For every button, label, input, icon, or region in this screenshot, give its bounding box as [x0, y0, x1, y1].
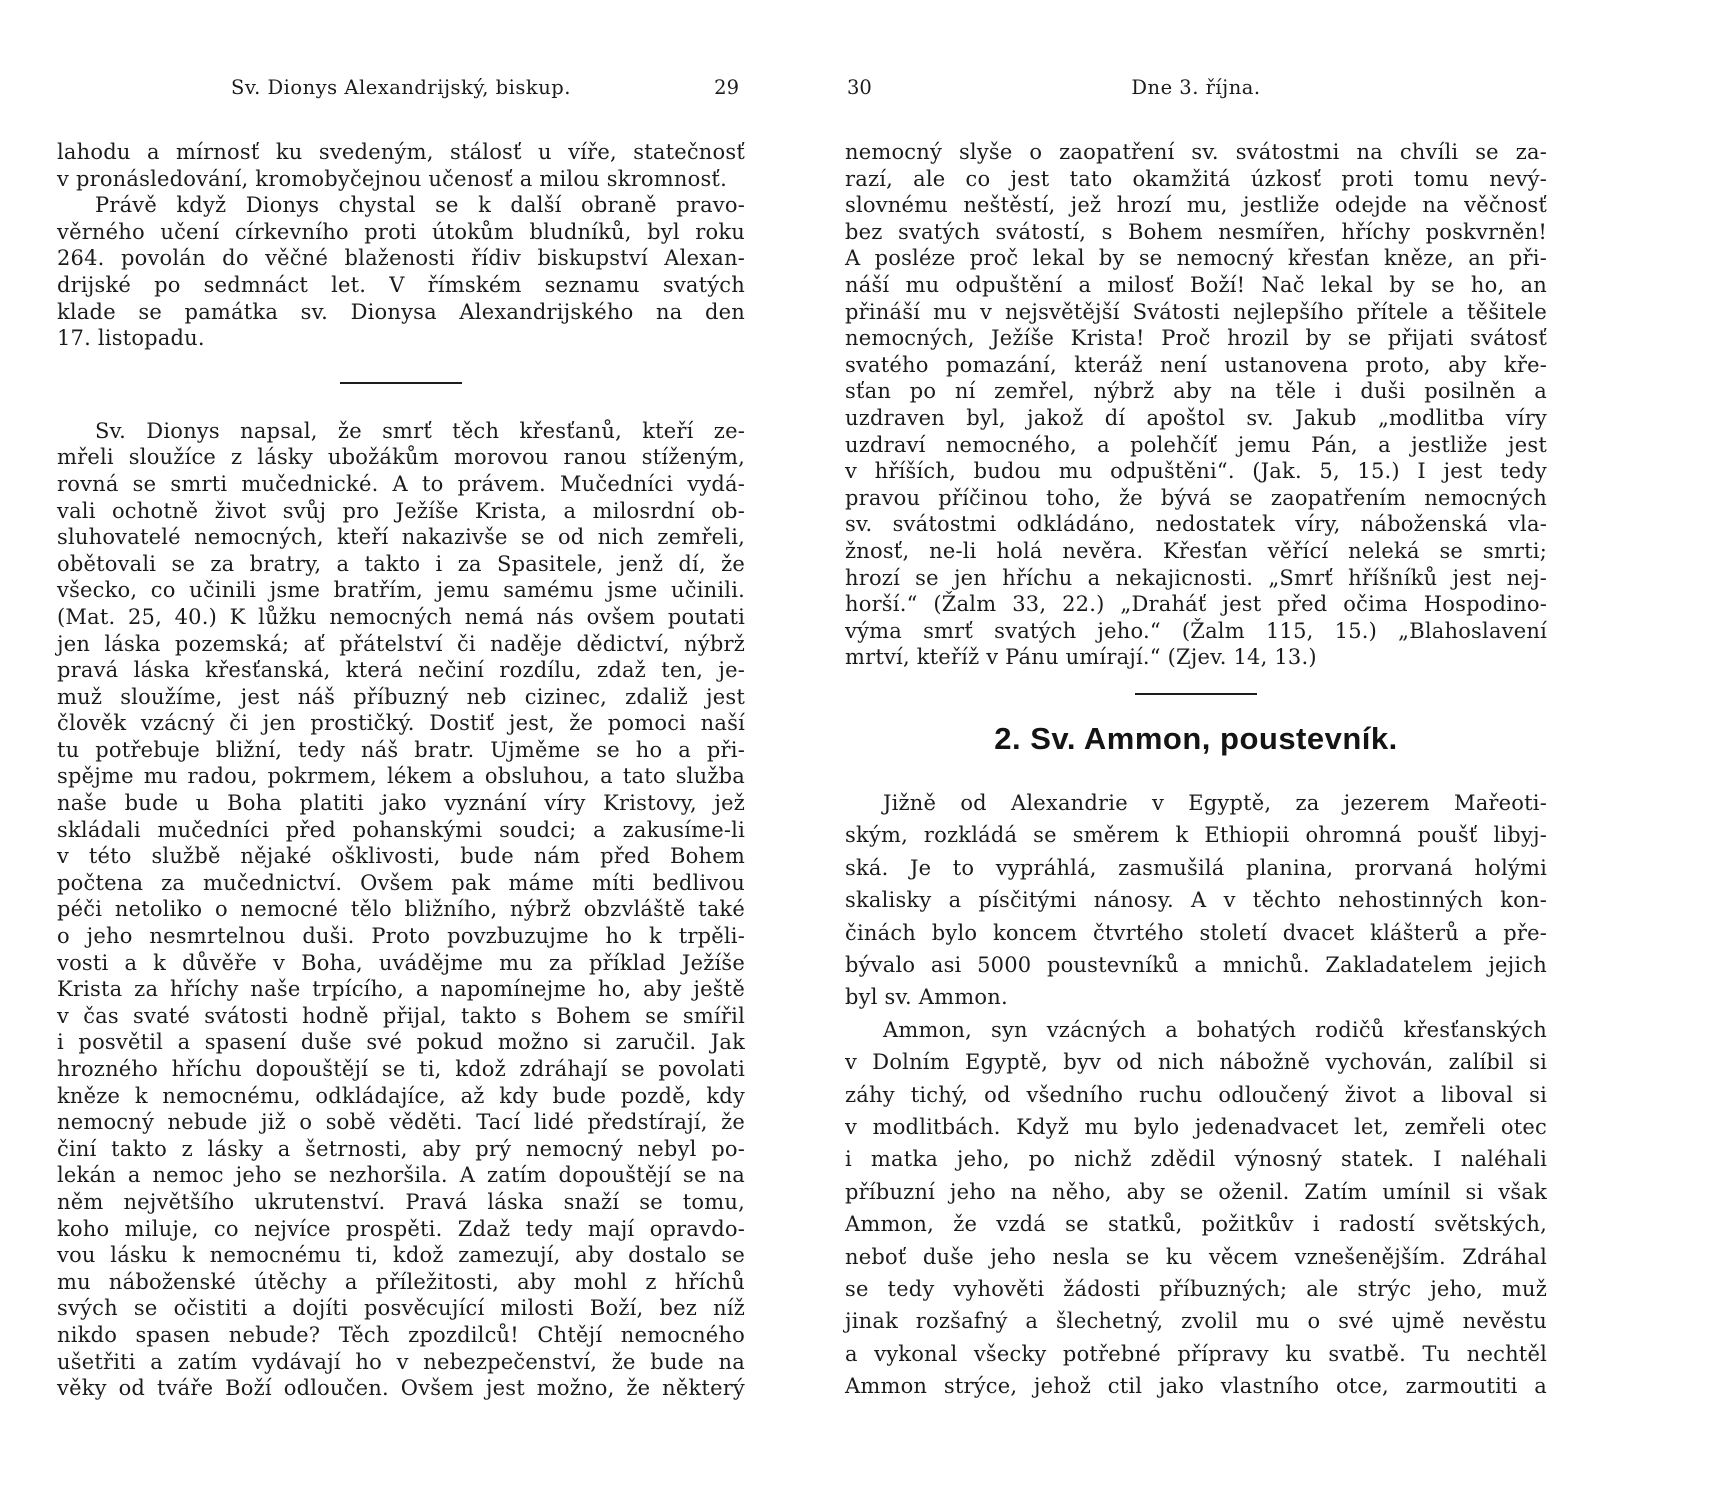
chapter-heading: 2. Sv. Ammon, poustevník. [994, 720, 1398, 756]
right-page [845, 76, 1547, 1403]
text-line: tu potřebuje bližní, tedy náš bratr. Ujměme se ho a při- [57, 737, 745, 762]
text-line: Jižně od Alexandrie v Egyptě, za jezerem Mařeoti- [883, 790, 1547, 815]
text-line: kněze k nemocnému, odkládajíce, až kdy bude pozdě, kdy [57, 1083, 745, 1108]
text-line: činách bylo koncem čtvrtého století dvacet klášterů a pře- [845, 920, 1547, 945]
text-line: bez svatých svátostí, s Bohem nesmířen, hříchy poskvrněn! [845, 219, 1547, 244]
text-line: v modlitbách. Když mu bylo jedenadvacet let, zemřeli otec [845, 1114, 1547, 1139]
text-line: žnosť, ne-li holá nevěra. Křesťan věřící neleká se smrti; [845, 538, 1547, 563]
text-line: svatého pomazání, kteráž není ustanovena proto, aby kře- [845, 352, 1547, 377]
paragraph [57, 139, 745, 192]
text-line: nemocný nebude již o sobě věděti. Tací lidé předstírají, že [57, 1110, 745, 1135]
left-running-header [57, 76, 745, 104]
text-line: uzdraven byl, jakož dí apoštol sv. Jakub „modlitba víry [845, 405, 1547, 430]
right-running-title: Dne 3. října. [1131, 76, 1261, 99]
text-line: bývalo asi 5000 poustevníků a mnichů. Zakladatelem jejich [845, 952, 1547, 977]
text-line: ušetřiti a zatím vydávají ho v nebezpečenství, že bude na [57, 1349, 745, 1374]
text-line: vosti a k důvěře v Boha, uvádějme mu za příklad Ježíše [57, 950, 745, 975]
section-divider [845, 693, 1547, 695]
text-line: slovnému neštěstí, jež hrozí mu, jestliže odejde na věčnosť [845, 193, 1547, 218]
text-line: ská. Je to vypráhlá, zasmušilá planina, prorvaná holými [845, 855, 1547, 880]
text-line: (Mat. 25, 40.) K lůžku nemocných nemá nás ovšem poutati [57, 604, 745, 629]
text-line: Sv. Dionys napsal, že smrť těch křesťanů, kteří ze- [95, 418, 745, 443]
text-line: sluhovatelé nemocných, kteří nakazivše se od nich zemřeli, [57, 525, 745, 550]
paragraph [845, 787, 1547, 1014]
text-line: Ammon strýce, jehož ctil jako vlastního otce, zarmoutiti a [845, 1374, 1547, 1399]
text-line: přináší mu v nejsvětější Svátosti nejlepšího přítele a těšitele [845, 299, 1547, 324]
divider-line [1135, 693, 1257, 695]
text-line: Právě když Dionys chystal se k další obraně pravo- [95, 193, 745, 218]
text-line: 17. listopadu. [57, 326, 205, 351]
text-line: spějme mu radou, pokrmem, lékem a obsluhou, a tato služba [57, 764, 745, 789]
text-line: neboť duše jeho nesla se ku věcem vznešenějším. Zdráhal [845, 1244, 1547, 1269]
text-line: v pronásledování, kromobyčejnou učenosť a milou skromnosť. [57, 166, 727, 191]
text-line: v této službě nějaké ošklivosti, bude nám před Bohem [57, 844, 745, 869]
text-line: lahodu a mírnosť ku svedeným, stálosť u víře, statečnosť [57, 140, 745, 164]
text-line: uzdraví nemocného, a polehčíť jemu Pán, a jestliže jest [845, 432, 1547, 457]
text-line: se tedy vyhověti žádosti příbuzných; ale strýc jeho, muž [845, 1276, 1547, 1301]
text-line: něm největšího ukrutenství. Pravá láska snaží se tomu, [57, 1189, 745, 1214]
text-line: mřeli sloužíce z lásky ubožákům morovou ranou stíženým, [57, 445, 745, 470]
text-line: i posvětil a spasení duše své pokud možno si zaručil. Jak [57, 1030, 745, 1055]
text-line: záhy tichý, od všedního ruchu odloučený život a liboval si [845, 1082, 1547, 1107]
divider-line [340, 382, 462, 384]
text-line: A posléze proč lekal by se nemocný křesťan kněze, an při- [845, 246, 1547, 271]
text-line: vou lásku k nemocnému ti, kdož zamezují, aby dostalo se [57, 1243, 745, 1268]
text-line: hrozí se jen hříchu a nekajicnosti. „Smrť hříšníků jest nej- [845, 565, 1547, 590]
text-line: věrného učení církevního proti útokům bludníků, byl roku [57, 219, 745, 244]
text-line: péči netoliko o nemocné tělo bližního, nýbrž obzvláště také [57, 897, 745, 922]
text-line: mu náboženské útěchy a příležitosti, aby mohl z hříchů [57, 1269, 745, 1294]
text-line: pravou příčinou toho, že bývá se zaopatřením nemocných [845, 485, 1547, 510]
text-line: hrozného hříchu dopouštějí se ti, kdož zdráhají se povolati [57, 1057, 745, 1081]
text-line: lekán a nemoc jeho se nezhoršila. A zatím dopouštějí se na [57, 1163, 745, 1188]
text-line: horší.“ (Žalm 33, 22.) „Draháť jest před očima Hospodino- [845, 592, 1547, 617]
text-line: sťan po ní zemřel, nýbrž aby na těle i duši posilněn a [845, 379, 1547, 404]
text-line: jinak rozšafný a šlechetný, zvolil mu o své ujmě nevěstu [845, 1309, 1547, 1334]
text-line: vali ochotně život svůj pro Ježíše Krista, a milosrdní ob- [57, 498, 745, 523]
right-page-number: 30 [847, 76, 872, 99]
text-line: svých se očistiti a dojíti posvěcující milosti Boží, bez níž [57, 1296, 745, 1321]
text-line: mrtví, kteříž v Pánu umírají.“ (Zjev. 14, 13.) [845, 645, 1317, 670]
text-line: a vykonal všecky potřebné přípravy ku svatbě. Tu nechtěl [845, 1341, 1547, 1366]
left-running-title: Sv. Dionys Alexandrijský, biskup. [231, 76, 571, 99]
text-line: jen láska pozemská; ať přátelství či naděje dědictví, nýbrž [57, 631, 745, 656]
paragraph [57, 418, 745, 1402]
text-line: klade se památka sv. Dionysa Alexandrijského na den [57, 299, 745, 324]
text-line: příbuzní jeho na něho, aby se oženil. Zatím umínil si však [845, 1179, 1547, 1204]
text-line: v hříších, budou mu odpuštěni“. (Jak. 5, 15.) I jest tedy [845, 459, 1547, 484]
text-line: počtena za mučednictví. Ovšem pak máme míti bedlivou [57, 870, 745, 895]
text-line: obětovali se za bratry, a takto i za Spasitele, jenž dí, že [57, 551, 745, 576]
text-line: v Dolním Egyptě, byv od nich nábožně vychován, zalíbil si [845, 1050, 1547, 1075]
text-line: Ammon, že vzdá se statků, požitkův i radostí světských, [845, 1212, 1547, 1237]
text-line: skalisky a písčitými nánosy. A v těchto nehostinných kon- [845, 888, 1547, 913]
text-line: věky od tváře Boží odloučen. Ovšem jest možno, že některý [57, 1376, 745, 1401]
paragraph [845, 1014, 1547, 1403]
text-line: činí takto z lásky a šetrnosti, aby prý nemocný nebyl po- [57, 1136, 745, 1161]
left-page-number: 29 [714, 76, 739, 99]
left-page-body [57, 139, 745, 1402]
text-line: nikdo spasen nebude? Těch zpozdilců! Chtějí nemocného [57, 1322, 745, 1347]
text-line: nemocný slyše o zaopatření sv. svátostmi na chvíli se za- [845, 140, 1547, 164]
paragraph [57, 192, 745, 352]
text-line: skládali mučedníci před pohanskými soudci; a zakusíme-li [57, 817, 745, 842]
text-line: nemocných, Ježíše Krista! Proč hrozil by se přijati svátosť [845, 326, 1547, 351]
right-page-body [845, 139, 1547, 1403]
text-line: rovná se smrti mučednické. A to právem. Mučedníci vydá- [57, 471, 745, 496]
text-line: 264. povolán do věčné blaženosti řídiv biskupství Alexan- [57, 246, 745, 271]
paragraph [845, 139, 1547, 671]
text-line: Krista za hříchy naše trpícího, a napomínejme ho, aby ještě [57, 977, 745, 1002]
text-line: v čas svaté svátosti hodně přijal, takto s Bohem se smířil [57, 1003, 745, 1028]
text-line: muž sloužíme, jest náš příbuzný neb cizinec, zdaliž jest [57, 684, 745, 709]
text-line: náší mu odpuštění a milosť Boží! Nač lekal by se ho, an [845, 272, 1547, 297]
left-page [57, 76, 745, 1402]
text-line: ským, rozkládá se směrem k Ethiopii ohromná poušť libyj- [845, 823, 1547, 848]
text-line: výma smrť svatých jeho.“ (Žalm 115, 15.) „Blahoslavení [845, 618, 1547, 643]
text-line: naše bude u Boha platiti jako vyznání víry Kristovy, jež [57, 791, 745, 816]
text-line: i matka jeho, po nichž zdědil výnosný statek. I naléhali [845, 1147, 1547, 1172]
text-line: koho miluje, co nejvíce prospěti. Zdaž tedy mají opravdo- [57, 1216, 745, 1241]
section-divider [57, 382, 745, 384]
text-line: drijské po sedmnáct let. V římském seznamu svatých [57, 272, 745, 297]
text-line: byl sv. Ammon. [845, 985, 1008, 1010]
text-line: o jeho nesmrtelnou duši. Proto povzbuzujme ho k trpěli- [57, 924, 745, 949]
text-line: sv. svátostmi odkládáno, nedostatek víry, náboženská vla- [845, 512, 1547, 537]
right-running-header [845, 76, 1547, 104]
text-line: všecko, co učinili jsme bratřím, jemu samému jsme učinili. [57, 578, 745, 603]
text-line: člověk vzácný či jen prostičký. Dostiť jest, že pomoci naší [57, 711, 745, 736]
text-line: pravá láska křesťanská, která nečiní rozdílu, zdaž ten, je- [57, 658, 745, 683]
text-line: razí, ale co jest tato okamžitá úzkosť proti tomu nevý- [845, 166, 1547, 191]
text-line: Ammon, syn vzácných a bohatých rodičů křesťanských [883, 1017, 1547, 1042]
